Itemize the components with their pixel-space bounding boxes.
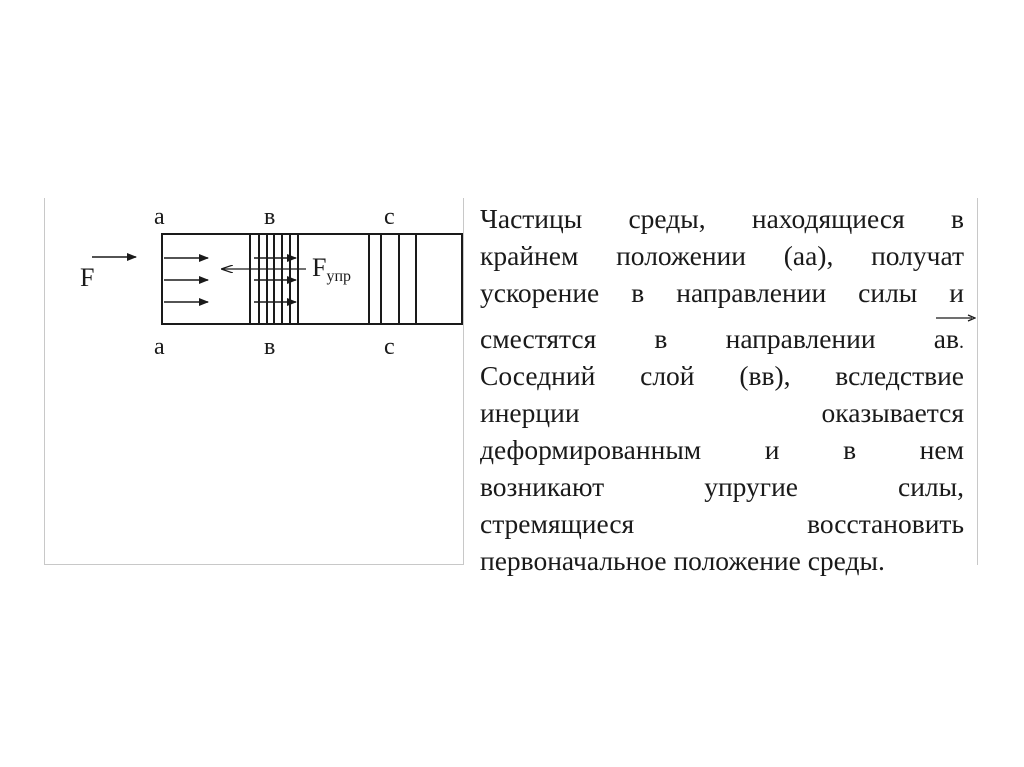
wave-diagram	[44, 198, 464, 565]
text-line-3	[480, 274, 964, 311]
word: положении	[616, 240, 746, 271]
word: вследствие	[835, 360, 964, 391]
label-a-top: a	[154, 204, 165, 230]
word: восстановить	[807, 508, 964, 539]
word: нем	[919, 434, 964, 465]
word: среды,	[628, 203, 706, 234]
word: в	[631, 277, 645, 308]
word: направлении	[676, 277, 827, 308]
vector-arrow-icon	[936, 314, 976, 322]
word: в	[654, 323, 668, 354]
word: в	[843, 434, 857, 465]
label-a-bottom: a	[154, 334, 165, 360]
word: сместятся	[480, 323, 597, 354]
word: и	[764, 434, 780, 465]
word: стремящиеся	[480, 508, 635, 539]
elastic-force-subscript: упр	[326, 268, 352, 285]
elastic-force-main: F	[312, 253, 327, 282]
word: (вв),	[739, 360, 791, 391]
force-label: F	[80, 263, 95, 292]
label-c-bottom: c	[384, 334, 395, 360]
text-line-9	[480, 505, 964, 542]
word: направлении	[725, 323, 876, 354]
word: силы	[858, 277, 918, 308]
word: Частицы	[480, 203, 583, 234]
frame-right-line	[977, 198, 978, 565]
period: .	[958, 331, 964, 353]
word: Соседний	[480, 360, 596, 391]
word: инерции	[480, 397, 580, 428]
text-line-1	[480, 200, 964, 237]
vector-ab-label: ав	[933, 323, 959, 354]
vector-ab-wrap	[934, 320, 959, 357]
word: ускорение	[480, 277, 600, 308]
elastic-force-label	[312, 253, 351, 285]
text-line-2	[480, 237, 964, 274]
word: деформированным	[480, 434, 702, 465]
text-line-5	[480, 357, 964, 394]
word: крайнем	[480, 240, 579, 271]
word: возникают	[480, 471, 605, 502]
explanation-text	[480, 200, 964, 579]
label-c-top: c	[384, 204, 395, 230]
word: находящиеся	[751, 203, 905, 234]
word: оказывается	[821, 397, 964, 428]
word: силы,	[897, 471, 964, 502]
word: в	[951, 203, 964, 234]
text-line-8	[480, 468, 964, 505]
word: упругие	[704, 471, 798, 502]
word: и	[949, 277, 964, 308]
text-line-4	[480, 320, 964, 357]
label-b-bottom: в	[264, 334, 276, 360]
text-line-10: первоначальное положение среды.	[480, 545, 885, 576]
undisturbed-layer-lines	[369, 234, 416, 324]
label-b-top: в	[264, 204, 276, 230]
text-line-7	[480, 431, 964, 468]
wave-diagram-svg	[44, 198, 464, 565]
word: получат	[871, 240, 964, 271]
word: слой	[640, 360, 695, 391]
word: (аа),	[783, 240, 834, 271]
text-line-6	[480, 394, 964, 431]
compressed-layer-lines	[250, 234, 298, 324]
vector-ab	[934, 320, 964, 357]
